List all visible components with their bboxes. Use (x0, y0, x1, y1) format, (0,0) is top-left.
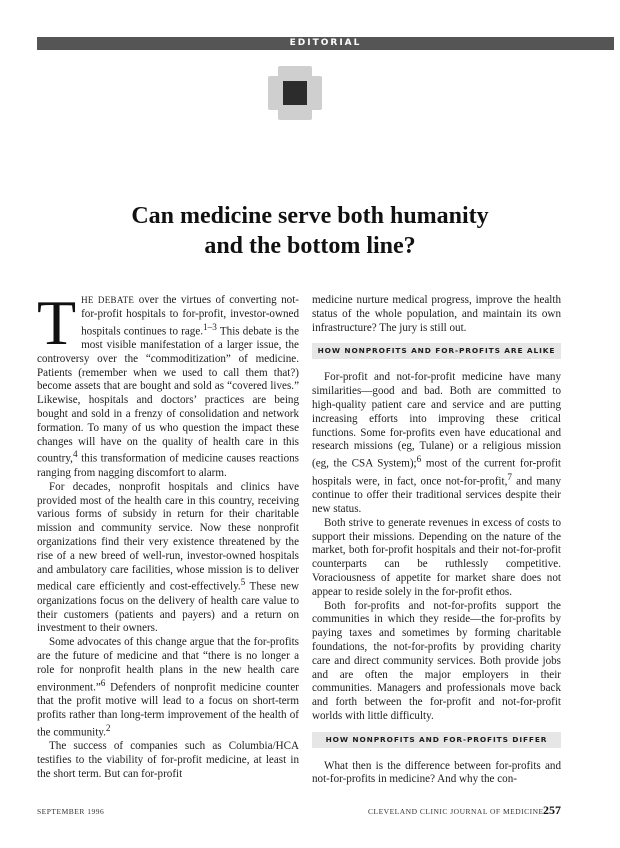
lead-text: over the virtues of converting not-for-profit hospitals to for-profit, investor-owned hospitals continues to rage. (81, 294, 299, 338)
paragraph: medicine nurture medical progress, improve the health status of the whole population, and maintain its own infrastructure? The jury is still out. (312, 294, 561, 334)
right-column (312, 294, 561, 787)
reference-mark: 6 (100, 678, 106, 689)
section-banner (37, 37, 614, 50)
footer-journal: CLEVELAND CLINIC JOURNAL OF MEDICINE (368, 807, 544, 816)
reference-mark: 4 (72, 450, 78, 461)
lead-text-3: this transformation of medicine causes reactions ranging from nagging discomfort to alarm. (37, 453, 299, 479)
article-title (60, 201, 560, 261)
paragraph: For-profit and not-for-profit medicine have many similarities—good and bad. Both are committed to high-quality patient care and service and are putting increasing efforts into improving these critical functions. Some for-profits even have educational and research missions (eg, Tulane) or a religious mission (eg, the CSA System);$^6$ most of the current for-profit hospitals were, in fact, once not-for-profit,$^7$ and many continue to offer their traditional services despite their new status. (312, 371, 561, 515)
footer-date: SEPTEMBER 1996 (37, 807, 105, 816)
page-number: 257 (543, 803, 561, 817)
subheading: HOW NONPROFITS AND FOR-PROFITS DIFFER (312, 732, 561, 748)
reference-mark: 5 (240, 578, 246, 589)
drop-cap: T (37, 287, 77, 358)
reference-mark: 6 (416, 455, 422, 466)
reference-mark: 2 (105, 723, 111, 734)
subheading: HOW NONPROFITS AND FOR-PROFITS ARE ALIKE (312, 343, 561, 359)
paragraph: Both strive to generate revenues in excess of costs to support their missions. Depending on the nature of the market, both for-profit hospitals and their not-for-profit counterparts can be ruthlessly competitive. Voraciousness of appetite for market share does not appear to reside solely in the for-profit ethos. (312, 516, 561, 598)
lead-text-2: This debate is the most visible manifestation of a larger issue, the controversy over the “commoditization” of medicine. Patients (remember when we used to call them that?) become assets that are bought and sold as “covered lives.” Likewise, hospitals and doctors’ practices are being bought and sold in a frenzy of consolidation and network formation. To many of us who question the impact these changes will have on the quality of health care in this country, (37, 325, 299, 466)
title-line-2: and the bottom line? (204, 233, 416, 259)
journal-logo-icon (268, 66, 322, 120)
paragraph: The success of companies such as Columbia/HCA testifies to the viability of for-profit medicine, at least in the short term. But can for-profit (37, 740, 299, 780)
lead-paragraph (37, 287, 299, 481)
left-column (37, 287, 299, 782)
reference-mark: 7 (507, 472, 512, 483)
lead-smallcaps: HE DEBATE (81, 295, 135, 305)
reference-mark: 1–3 (203, 322, 217, 333)
paragraph: Some advocates of this change argue that the for-profits are the future of medicine and that “there is no longer a role for nonprofit health plans in the new health care environment.”$^6$ Defenders of nonprofit medicine counter that the profit motive will lead to a focus on short-term profits rather than long-term improvement of the health of the community.$^2$ (37, 636, 299, 739)
paragraph: Both for-profits and not-for-profits support the communities in which they reside—the for-profits by paying taxes and sometimes by forming charitable foundations, the not-for-profits by providing charity care and direct community services. Both provide jobs and are often the major employers in their communities. Managers and professionals move back and forth between the for-profit and not-for-profit worlds with little difficulty. (312, 599, 561, 722)
title-line-1: Can medicine serve both humanity (131, 203, 489, 229)
paragraph: For decades, nonprofit hospitals and clinics have provided most of the health care in this country, receiving various forms of subsidy in return for their charitable mission and community service. Now these nonprofit organizations find their very existence threatened by the rise of a new breed of well-run, investor-owned hospitals and ambulatory care facilities, whose mission is to deliver medical care efficiently and cost-effectively.$^5$ These new organizations focus on the delivery of health care value to their customers (patients and payers) and a return on investment to their owners. (37, 480, 299, 635)
paragraph: What then is the difference between for-profits and not-for-profits in medicine? And why the con- (312, 759, 561, 786)
section-label: EDITORIAL (289, 38, 362, 48)
